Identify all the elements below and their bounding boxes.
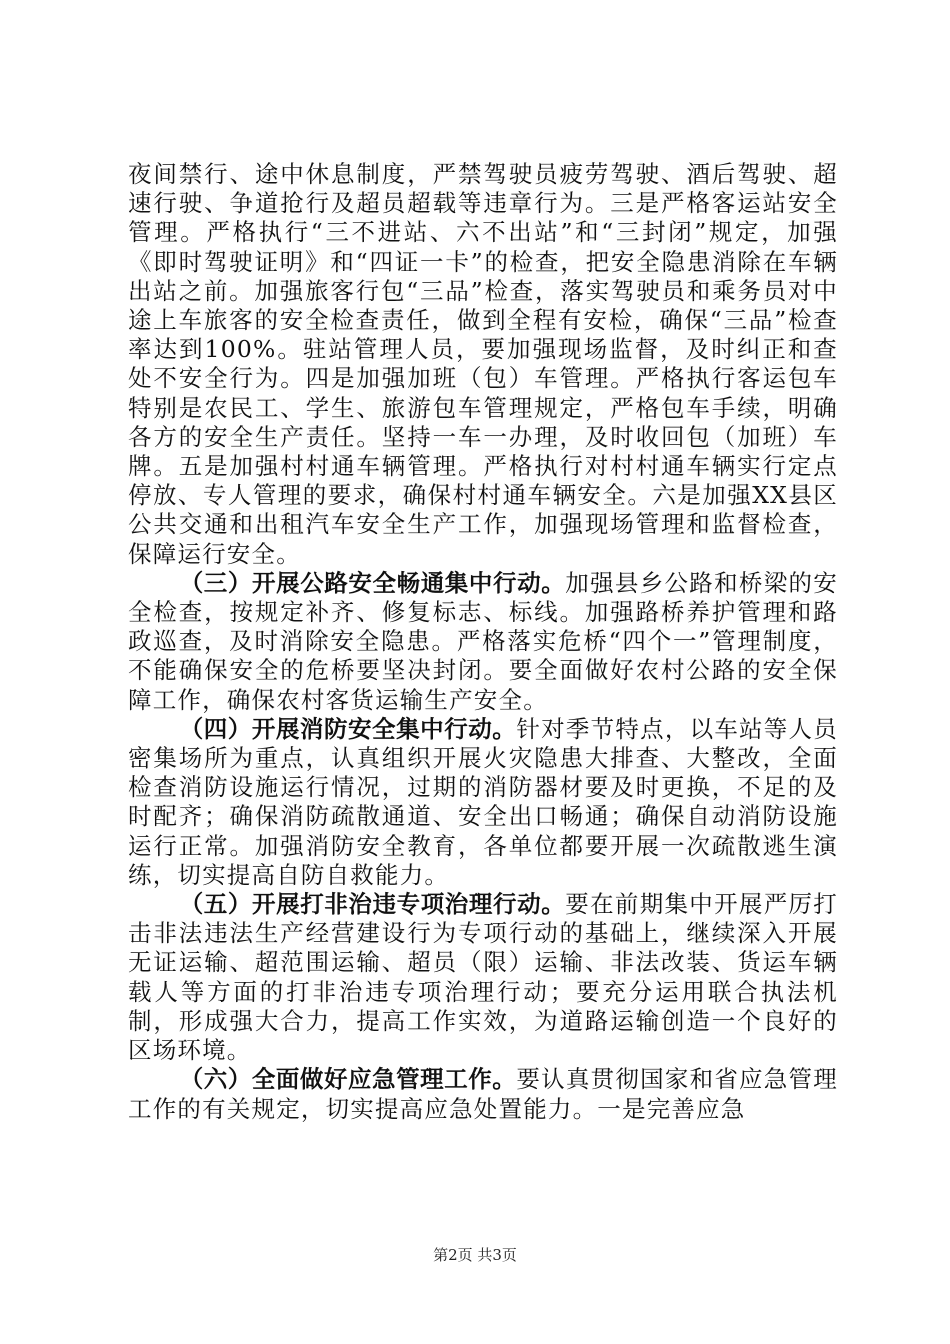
paragraph-continuation: [128, 160, 838, 569]
paragraph-text: 夜间禁行、途中休息制度，严禁驾驶员疲劳驾驶、酒后驾驶、超速行驶、争道抢行及超员超载等违章行为。三是严格客运站安全管理。严格执行“三不进站、六不出站”和“三封闭”规定，加强《即时驾驶证明》和“四证一卡”的检查，把安全隐患消除在车辆出站之前。加强旅客行包“三品”检查，落实驾驶员和乘务员对中途上车旅客的安全检查责任，做到全程有安检，确保“三品”检查率达到100%。驻站管理人员，要加强现场监督，及时纠正和查处不安全行为。四是加强加班（包）车管理。严格执行客运包车特别是农民工、学生、旅游包车管理规定，严格包车手续，明确各方的安全生产责任。坚持一车一办理，及时收回包（加班）车牌。五是加强村村通车辆管理。严格执行对村村通车辆实行定点停放、专人管理的要求，确保村村通车辆安全。六是加强XX县区公共交通和出租汽车安全生产工作，加强现场管理和监督检查，保障运行安全。: [128, 160, 838, 568]
document-body: [128, 160, 838, 1124]
paragraph-text: 要在前期集中开展严厉打击非法违法生产经营建设行为专项行动的基础上，继续深入开展无证运输、超范围运输、超员（限）运输、非法改装、货运车辆载人等方面的打非治违专项治理行动；要充分运用联合执法机制，形成强大合力，提高工作实效，为道路运输创造一个良好的区场环境。: [128, 890, 839, 1065]
paragraph-text: 针对季节特点，以车站等人员密集场所为重点，认真组织开展火灾隐患大排查、大整改，全面检查消防设施运行情况，过期的消防器材要及时更换，不足的及时配齐；确保消防疏散通道、安全出口畅通；确保自动消防设施运行正常。加强消防安全教育，各单位都要开展一次疏散逃生演练，切实提高自防自救能力。: [128, 714, 838, 889]
paragraph-text: 要认真贯彻国家和省应急管理工作的有关规定，切实提高应急处置能力。一是完善应急: [128, 1065, 838, 1123]
section-heading: （三）开展公路安全畅通集中行动。: [179, 568, 566, 597]
paragraph-text: 加强县乡公路和桥梁的安全检查，按规定补齐、修复标志、标线。加强路桥养护管理和路政巡查，及时消除安全隐患。严格落实危桥“四个一”管理制度，不能确保安全的危桥要坚决封闭。要全面做好农村公路的安全保障工作，确保农村客货运输生产安全。: [128, 568, 839, 714]
section-heading: （六）全面做好应急管理工作。: [179, 1065, 517, 1094]
paragraph-section-3: [128, 569, 838, 715]
section-heading: （五）开展打非治违专项治理行动。: [179, 890, 566, 919]
paragraph-section-5: [128, 890, 838, 1065]
paragraph-section-4: [128, 715, 838, 890]
page-number-footer: 第2页 共3页: [433, 1246, 517, 1264]
paragraph-section-6: [128, 1065, 838, 1123]
section-heading: （四）开展消防安全集中行动。: [179, 714, 517, 743]
